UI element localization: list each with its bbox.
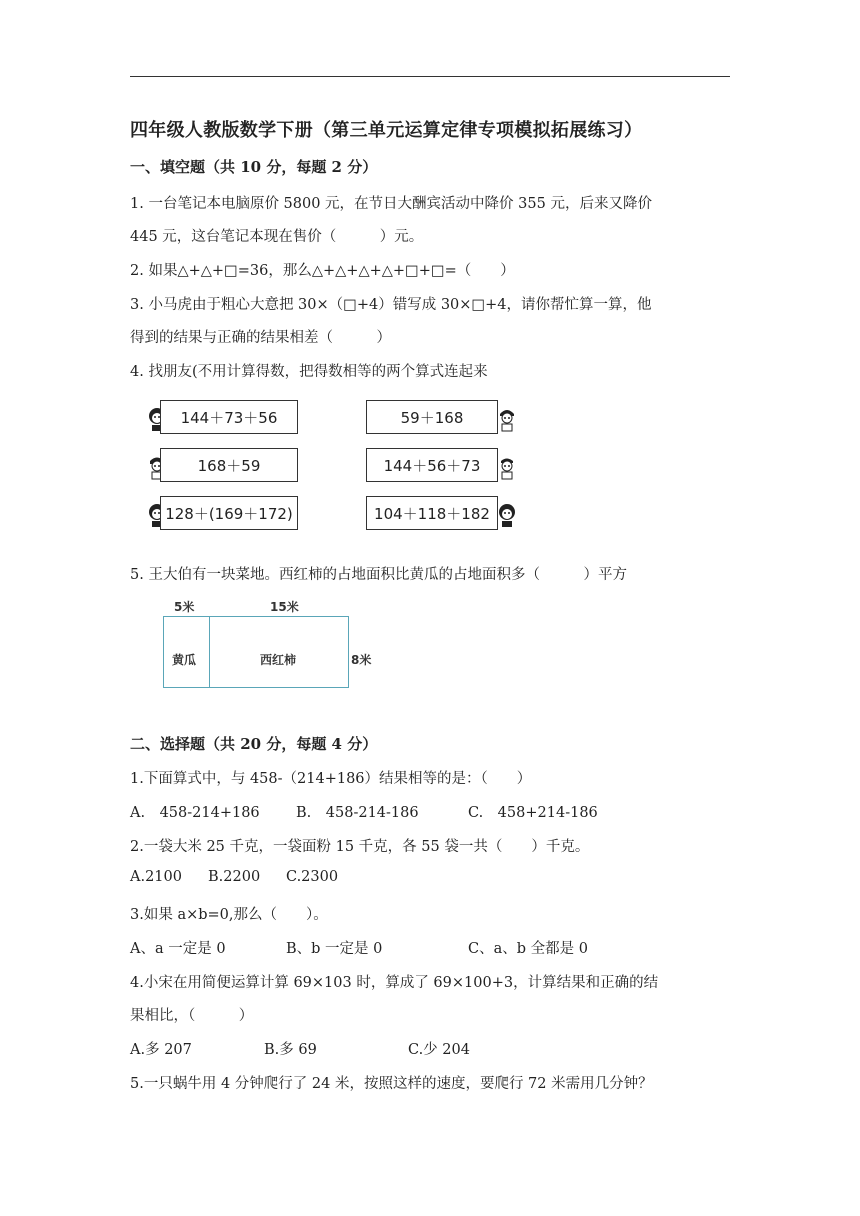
field-height-label: 8米 — [351, 653, 372, 667]
top-rule — [130, 76, 730, 77]
section-2-heading: 二、选择题（共 20 分，每题 4 分） — [130, 735, 378, 753]
expression-left-3: 128＋(169＋172) — [160, 496, 298, 530]
tomato-width-label: 15米 — [270, 600, 299, 614]
question-2-4-option-a: A.多 207 — [130, 1042, 192, 1058]
expression-left-1: 144＋73＋56 — [160, 400, 298, 434]
question-2-4-line1: 4.小宋在用简便运算计算 69×103 时，算成了 69×100+3，计算结果和正确的结 — [130, 975, 659, 991]
child-figure-icon — [496, 404, 518, 432]
question-1-1-line2: 445 元，这台笔记本现在售价（ ）元。 — [130, 229, 424, 245]
question-2-3: 3.如果 a×b=0,那么（ ）。 — [130, 907, 328, 923]
question-1-5: 5. 王大伯有一块菜地。西红柿的占地面积比黄瓜的占地面积多（ ）平方 — [130, 567, 627, 583]
question-2-3-option-a: A、a 一定是 0 — [130, 941, 226, 957]
question-2-2-option-c: C.2300 — [286, 869, 339, 885]
question-2-1-option-a: A. 458-214+186 — [130, 805, 260, 821]
section-1-heading: 一、填空题（共 10 分，每题 2 分） — [130, 158, 378, 176]
question-2-1-option-c: C. 458+214-186 — [468, 805, 598, 821]
expression-left-2: 168＋59 — [160, 448, 298, 482]
question-2-4-option-c: C.少 204 — [408, 1042, 470, 1058]
question-2-2-option-a: A.2100 — [130, 869, 182, 885]
question-1-1-line1: 1. 一台笔记本电脑原价 5800 元，在节日大酬宾活动中降价 355 元，后来又降价 — [130, 196, 652, 212]
expression-right-3: 104＋118＋182 — [366, 496, 498, 530]
question-2-3-option-b: B、b 一定是 0 — [286, 941, 383, 957]
question-2-1: 1.下面算式中，与 458-（214+186）结果相等的是：（ ） — [130, 771, 532, 787]
question-2-4-line2: 果相比，（ ） — [130, 1008, 254, 1024]
cucumber-label: 黄瓜 — [172, 653, 197, 667]
expression-right-2: 144＋56＋73 — [366, 448, 498, 482]
question-1-4: 4. 找朋友(不用计算得数，把得数相等的两个算式连起来 — [130, 364, 488, 380]
question-2-3-option-c: C、a、b 全都是 0 — [468, 941, 588, 957]
field-divider — [209, 617, 210, 687]
expression-right-1: 59＋168 — [366, 400, 498, 434]
question-1-3-line1: 3. 小马虎由于粗心大意把 30×（□+4）错写成 30×□+4，请你帮忙算一算，他 — [130, 297, 652, 313]
question-2-1-option-b: B. 458-214-186 — [296, 805, 419, 821]
tomato-label: 西红柿 — [260, 653, 297, 667]
question-2-2: 2.一袋大米 25 千克，一袋面粉 15 千克，各 55 袋一共（ ）千克。 — [130, 839, 590, 855]
page-title: 四年级人教版数学下册（第三单元运算定律专项模拟拓展练习） — [130, 120, 643, 141]
cucumber-width-label: 5米 — [174, 600, 195, 614]
child-figure-icon — [496, 500, 518, 528]
question-2-2-option-b: B.2200 — [208, 869, 261, 885]
question-2-5: 5.一只蜗牛用 4 分钟爬行了 24 米，按照这样的速度，要爬行 72 米需用几分钟？ — [130, 1076, 653, 1092]
question-1-2: 2. 如果△+△+□=36，那么△+△+△+△+□+□=（ ） — [130, 263, 515, 279]
child-figure-icon — [496, 452, 518, 480]
question-1-3-line2: 得到的结果与正确的结果相差（ ） — [130, 330, 391, 346]
question-2-4-option-b: B.多 69 — [264, 1042, 317, 1058]
